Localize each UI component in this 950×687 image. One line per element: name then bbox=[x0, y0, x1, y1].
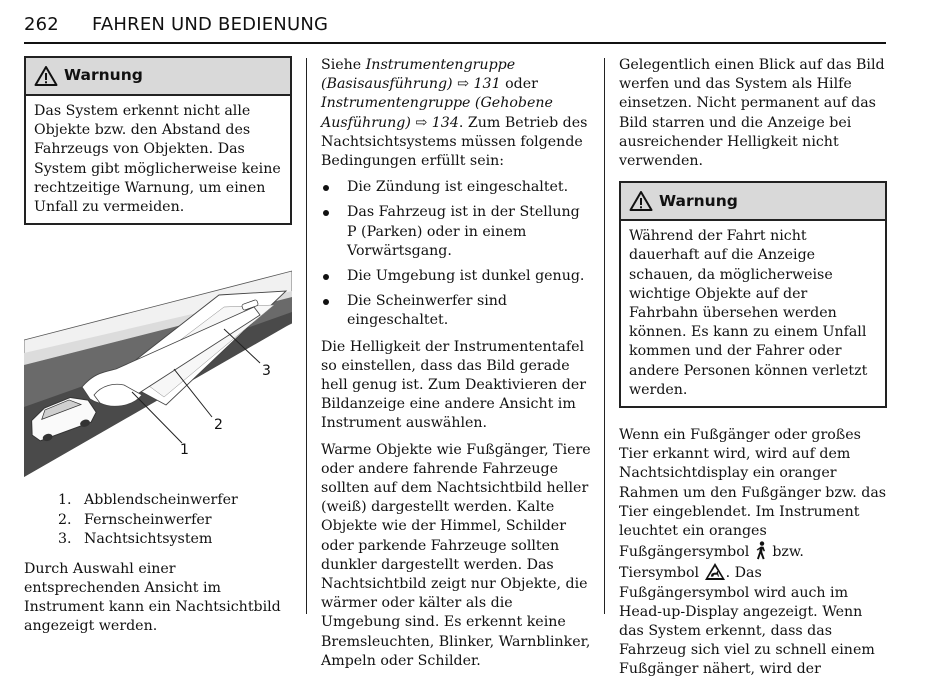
page-number: 262 bbox=[24, 14, 59, 35]
legend-item: 1. Abblendscheinwerfer bbox=[58, 492, 238, 509]
warning-title: Warnung bbox=[64, 66, 143, 85]
paragraph: Wenn ein Fußgänger oder großes Tier erkannt wird, wird auf dem Nachtsichtdisplay ein oranger Rahmen um den Fußgänger bzw. das Tier eingeblendet. Im Instrument leuchtet ein oranges Fußgängersymbol bzw. Tiersymbol . Das Fußgängersymbol wird auch im Head-up-Display angezeigt. Wenn das System erkennt, dass das Fahrzeug sich viel zu schnell einem Fußgänger nähert, wird der bbox=[619, 427, 887, 678]
warning-text: Das System erkennt nicht alle Objekte bzw. den Abstand des Fahrzeugs von Objekten. Das System gibt möglicherweise keine rechtzeitige Warnung, um einen Unfall zu vermeiden. bbox=[34, 103, 281, 216]
column-1 bbox=[24, 56, 292, 644]
pedestrian-icon bbox=[754, 541, 768, 560]
warning-text: Während der Fahrt nicht dauerhaft auf die Anzeige schauen, da möglicherweise wichtige Objekte auf der Fahrbahn übersehen werden können. Es kann zu einem Unfall kommen und der Fahrer oder andere Personen können verletzt werden. bbox=[629, 228, 868, 398]
callout-1: 1 bbox=[180, 442, 189, 459]
night-vision-illustration bbox=[24, 257, 292, 477]
cross-reference-link[interactable]: Instrumentengruppe (Basisausführung) bbox=[321, 57, 516, 93]
callout-3: 3 bbox=[262, 363, 271, 380]
list-item: Die Umgebung ist dunkel genug. bbox=[321, 267, 591, 286]
page-header bbox=[24, 10, 886, 44]
warning-header bbox=[26, 58, 290, 96]
condition-list bbox=[321, 178, 591, 330]
legend-item: 2. Fernscheinwerfer bbox=[58, 511, 212, 528]
figure-legend bbox=[58, 491, 292, 550]
column-3 bbox=[619, 56, 887, 687]
legend-item: 3. Nachtsichtsystem bbox=[58, 531, 213, 548]
warning-triangle-icon bbox=[629, 190, 653, 212]
paragraph: Gelegentlich einen Blick auf das Bild werfen und das System als Hilfe einsetzen. Nicht permanent auf das Bild starren und die Anzeige bei ausreichender Helligkeit nicht verwenden. bbox=[619, 57, 885, 170]
column-divider bbox=[306, 58, 307, 614]
list-item: Das Fahrzeug ist in der Stellung P (Parken) oder in einem Vorwärtsgang. bbox=[321, 203, 591, 261]
warning-triangle-icon bbox=[34, 65, 58, 87]
section-title: FAHREN UND BEDIENUNG bbox=[92, 14, 329, 35]
paragraph: Durch Auswahl einer entsprechenden Ansicht im Instrument kann ein Nachtsichtbild angezeigt werden. bbox=[24, 560, 281, 635]
list-item: Die Scheinwerfer sind eingeschaltet. bbox=[321, 292, 591, 330]
warning-header bbox=[621, 183, 885, 221]
warning-box bbox=[24, 56, 292, 225]
warning-title: Warnung bbox=[659, 191, 738, 210]
callout-2: 2 bbox=[214, 417, 223, 434]
column-2 bbox=[321, 56, 591, 678]
cross-reference-link[interactable]: Instrumentengruppe (Gehobene Ausführung) bbox=[321, 95, 553, 131]
page-reference[interactable]: ⇨ 134 bbox=[410, 114, 459, 131]
warning-box bbox=[619, 181, 887, 408]
headlight-range-diagram bbox=[24, 257, 292, 477]
paragraph: Warme Objekte wie Fußgänger, Tiere oder andere fahrende Fahrzeuge sollten auf dem Nachtsichtbild heller (weiß) dargestellt werden. Kalte Objekte wie der Himmel, Schilder oder parkende Fahrzeuge sollten dunkler dargestellt werden. Das Nachtsichtbild zeigt nur Objekte, die wärmer oder kälter als die Umgebung sind. Es erkennt keine Bremsleuchten, Blinker, Warnblinker, Ampeln oder Schilder. bbox=[321, 441, 591, 669]
intro-paragraph: Siehe Instrumentengruppe (Basisausführung) ⇨ 131 oder Instrumentengruppe (Gehobene Ausführung) ⇨ 134. Zum Betrieb des Nachtsichtsystems müssen folgende Bedingungen erfüllt sein: bbox=[321, 57, 588, 170]
column-divider bbox=[604, 58, 605, 614]
page-reference[interactable]: ⇨ 131 bbox=[452, 76, 501, 93]
list-item: Die Zündung ist eingeschaltet. bbox=[321, 178, 591, 197]
paragraph: Die Helligkeit der Instrumententafel so einstellen, dass das Bild gerade hell genug ist. Zum Deaktivieren der Bildanzeige eine andere Ansicht im Instrument auswählen. bbox=[321, 338, 587, 432]
animal-warning-icon bbox=[704, 562, 726, 581]
